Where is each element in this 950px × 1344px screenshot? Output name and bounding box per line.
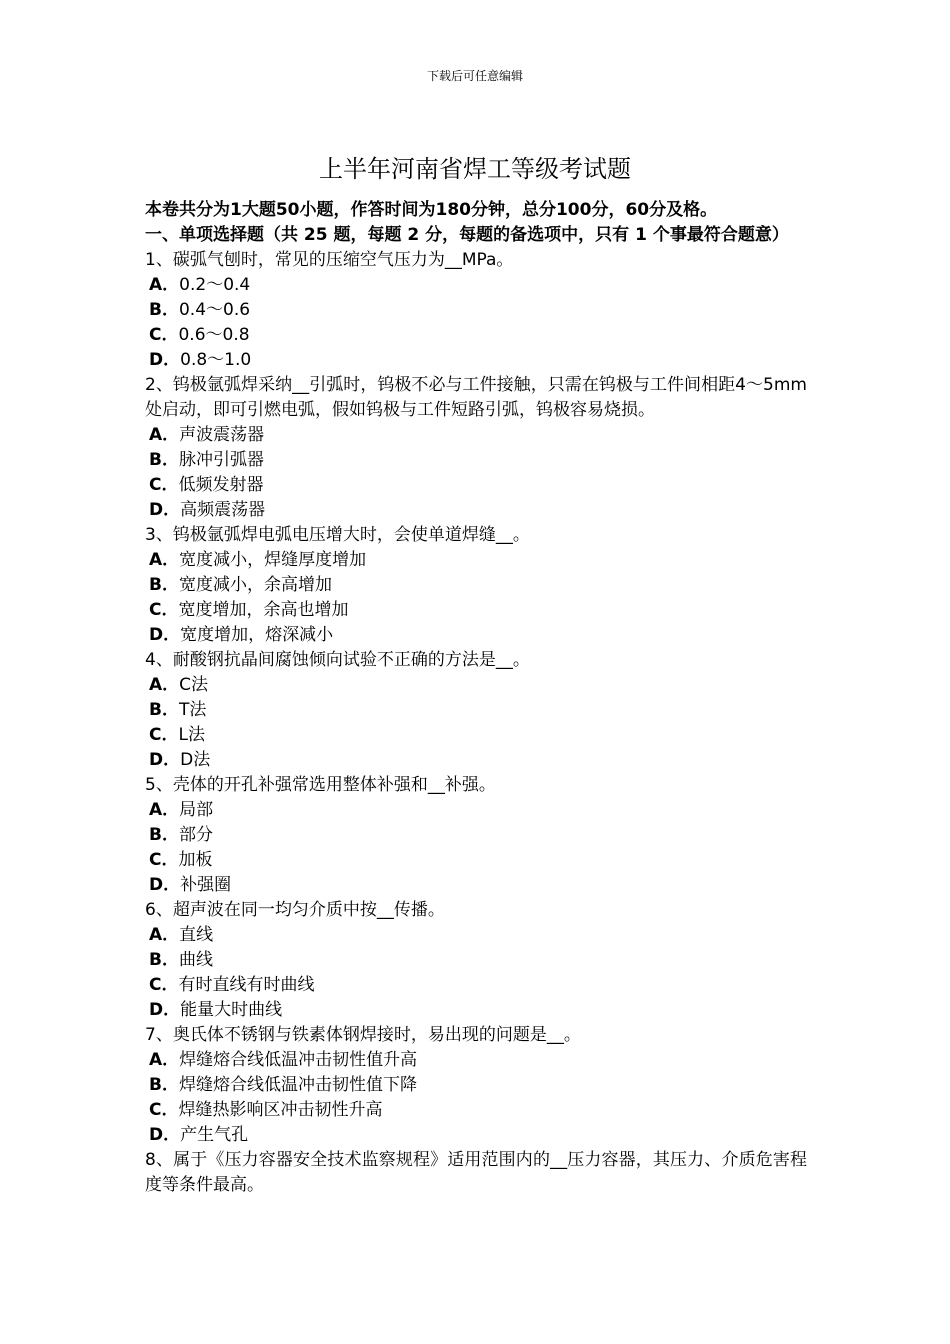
answer-option (145, 623, 807, 648)
answer-option (145, 1048, 807, 1073)
option-letter: A． (149, 925, 180, 945)
answer-option (145, 448, 807, 473)
option-letter: D． (149, 350, 181, 370)
option-letter: C． (149, 325, 179, 345)
question-text: 7、奥氏体不锈钢与铁素体钢焊接时，易出现的问题是__。 (145, 1025, 581, 1045)
option-text: 焊缝熔合线低温冲击韧性值下降 (178, 1075, 417, 1095)
option-letter: B． (149, 1075, 179, 1095)
answer-option (145, 348, 807, 373)
option-text: 声波震荡器 (179, 425, 265, 445)
option-letter: A． (149, 425, 180, 445)
answer-option (145, 673, 807, 698)
option-letter: B． (149, 450, 179, 470)
answer-option (145, 573, 807, 598)
option-letter: B． (149, 825, 179, 845)
option-text: 宽度增加，余高也增加 (178, 600, 349, 620)
option-letter: C． (149, 850, 179, 870)
document-body (145, 198, 807, 1198)
question-text: 3、钨极氩弧焊电弧电压增大时，会使单道焊缝__。 (145, 525, 530, 545)
answer-option (145, 848, 807, 873)
option-text: 0.2～0.4 (179, 275, 251, 295)
answer-option (145, 548, 807, 573)
option-text: C法 (179, 675, 209, 695)
question-text: 1、碳弧气刨时，常见的压缩空气压力为__MPa。 (145, 250, 514, 270)
option-letter: C． (149, 975, 179, 995)
option-letter: A． (149, 550, 180, 570)
answer-option (145, 473, 807, 498)
option-text: 产生气孔 (180, 1125, 249, 1145)
answer-option (145, 748, 807, 773)
header-note: 下载后可任意编辑 (426, 69, 523, 83)
answer-option (145, 598, 807, 623)
option-text: 焊缝热影响区冲击韧性升高 (178, 1100, 383, 1120)
option-letter: A． (149, 275, 180, 295)
answer-option (145, 948, 807, 973)
question-text: 5、壳体的开孔补强常选用整体补强和__补强。 (145, 775, 496, 795)
option-letter: A． (149, 800, 180, 820)
option-letter: A． (149, 1050, 180, 1070)
answer-option (145, 323, 807, 348)
answer-option (145, 798, 807, 823)
answer-option (145, 423, 807, 448)
option-text: 补强圈 (180, 875, 232, 895)
option-text: 局部 (179, 800, 214, 820)
option-text: 焊缝熔合线低温冲击韧性值升高 (179, 1050, 418, 1070)
answer-option (145, 973, 807, 998)
option-text: 宽度减小，焊缝厚度增加 (179, 550, 367, 570)
option-text: D法 (180, 750, 211, 770)
answer-option (145, 1123, 807, 1148)
option-text: 宽度增加，熔深减小 (180, 625, 334, 645)
option-text: 0.4～0.6 (178, 300, 251, 320)
option-text: 脉冲引弧器 (178, 450, 264, 470)
section-heading: 一、单项选择题（共 25 题，每题 2 分，每题的备选项中，只有 1 个事最符合题意） (145, 225, 789, 245)
answer-option (145, 1073, 807, 1098)
question-text: 6、超声波在同一均匀介质中按__传播。 (145, 900, 445, 920)
option-letter: B． (149, 575, 179, 595)
answer-option (145, 298, 807, 323)
option-letter: C． (149, 725, 179, 745)
answer-option (145, 698, 807, 723)
option-text: 加板 (178, 850, 213, 870)
question-text: 2、钨极氩弧焊采纳__引弧时，钨极不必与工件接触，只需在钨极与工件间相距4～5mm处启动，即可引燃电弧，假如钨极与工件短路引弧，钨极容易烧损。 (145, 375, 807, 420)
option-letter: C． (149, 600, 179, 620)
option-text: 低频发射器 (178, 475, 264, 495)
answer-option (145, 923, 807, 948)
option-letter: D． (149, 750, 181, 770)
page-title: 上半年河南省焊工等级考试题 (319, 155, 631, 183)
option-text: T法 (178, 700, 207, 720)
answer-option (145, 823, 807, 848)
option-letter: D． (149, 875, 181, 895)
option-text: 直线 (179, 925, 214, 945)
option-letter: C． (149, 475, 179, 495)
answer-option (145, 273, 807, 298)
option-text: 能量大时曲线 (180, 1000, 283, 1020)
option-text: 宽度减小，余高增加 (178, 575, 332, 595)
option-text: 0.6～0.8 (178, 325, 250, 345)
option-letter: D． (149, 1000, 181, 1020)
answer-option (145, 498, 807, 523)
option-letter: D． (149, 500, 181, 520)
option-letter: B． (149, 950, 179, 970)
option-letter: A． (149, 675, 180, 695)
answer-option (145, 873, 807, 898)
option-letter: B． (149, 700, 179, 720)
option-letter: C． (149, 1100, 179, 1120)
option-text: L法 (178, 725, 205, 745)
question-text: 4、耐酸钢抗晶间腐蚀倾向试验不正确的方法是__。 (145, 650, 530, 670)
question-text: 8、属于《压力容器安全技术监察规程》适用范围内的__压力容器，其压力、介质危害程度等条件最高。 (145, 1150, 807, 1195)
option-text: 有时直线有时曲线 (178, 975, 315, 995)
answer-option (145, 723, 807, 748)
answer-option (145, 1098, 807, 1123)
answer-option (145, 998, 807, 1023)
exam-intro: 本卷共分为1大题50小题，作答时间为180分钟，总分100分，60分及格。 (145, 200, 718, 220)
option-letter: D． (149, 625, 181, 645)
question-list (145, 248, 807, 1198)
option-letter: B． (149, 300, 179, 320)
option-letter: D． (149, 1125, 181, 1145)
option-text: 高频震荡器 (180, 500, 266, 520)
option-text: 0.8～1.0 (180, 350, 252, 370)
option-text: 部分 (178, 825, 213, 845)
option-text: 曲线 (178, 950, 213, 970)
